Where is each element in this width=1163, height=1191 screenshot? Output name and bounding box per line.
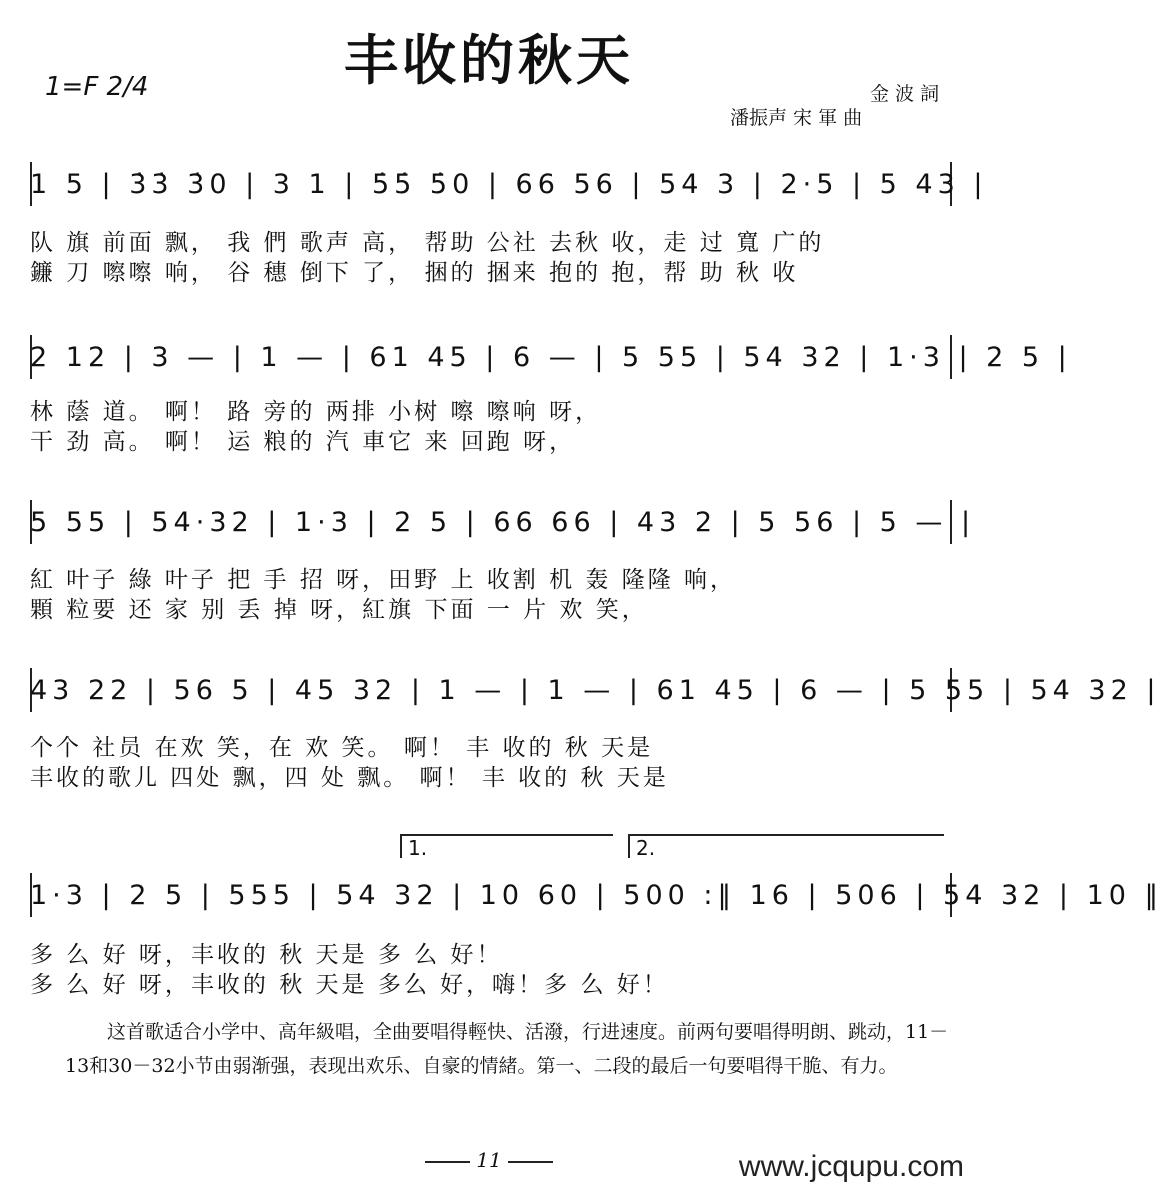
lyric-verse-2: 顆 粒要 还 家 别 丢 掉 呀，紅旗 下面 一 片 欢 笑， [30,597,648,623]
performance-note: 这首歌适合小学中、高年級唱，全曲要唱得輕快、活潑，行进速度。前两句要唱得明朗、跳动，11－13和30－32小节由弱渐强，表现出欢乐、自豪的情緒。第一、二段的最后一句要唱得干脆、有力。 [65,1021,949,1077]
notation-line-5: 1·3 | 2 5 | 555 | 54 32 | 10 60 | 500 :‖ 16 | 506 | 54 32 | 10 ‖ [30,880,1163,911]
notation-line-2: 2 12 | 3 — | 1 — | 61 45 | 6 — | 5 55 | 54 32 | 1·3 | 2 5 | [30,342,1072,373]
lyric-verse-1: 队 旗 前面 飘， 我 們 歌声 高， 帮助 公社 去秋 收，走 过 寬 广的 [30,230,825,256]
lyrics-block-1 [30,228,948,288]
lyric-verse-2: 多 么 好 呀，丰收的 秋 天是 多么 好，嗨！多 么 好！ [30,972,669,998]
credits [730,82,939,130]
notation-line-1: 1 5 | 3̇3̇ 3̇0 | 3 1 | 5̇5̇ 5̇0 | 66 56 | 54 3 | 2·5 | 5 43 | [30,169,988,200]
notation-line-3: 5 55 | 54·32 | 1·3 | 2 5 | 66 66 | 43 2 | 5 56 | 5 — | [30,507,976,538]
second-ending-bracket [628,834,944,858]
lyric-verse-1: 多 么 好 呀，丰收的 秋 天是 多 么 好！ [30,942,503,968]
lyric-verse-2: 鐮 刀 嚓嚓 响， 谷 穗 倒下 了， 捆的 捆来 抱的 抱，帮 助 秋 收 [30,260,799,286]
song-title: 丰收的秋天 [344,29,634,92]
lyric-verse-1: 紅 叶子 綠 叶子 把 手 招 呀，田野 上 收割 机 轰 隆隆 响， [30,567,737,593]
lyrics-block-4 [30,733,948,793]
lyric-verse-2: 干 劲 高。 啊！ 运 粮的 汽 車它 来 回跑 呀， [30,429,576,455]
watermark: www.jcqupu.com [738,1150,964,1183]
lyricist-credit: 金 波 詞 [870,83,940,105]
first-ending-bracket [400,834,613,858]
second-ending-label: 2. [636,836,656,860]
notation-line-4: 43 22 | 56 5 | 45 32 | 1 — | 1 — | 61 45 | 6 — | 5 55 | 54 32 | [30,675,1161,706]
lyric-verse-2: 丰收的歌儿 四处 飘，四 处 飘。 啊！ 丰 收的 秋 天是 [30,765,669,791]
lyrics-block-2 [30,397,948,457]
first-ending-label: 1. [408,836,428,860]
page-number: 11 [0,1148,978,1172]
lyric-verse-1: 个个 社员 在欢 笑，在 欢 笑。 啊！ 丰 收的 秋 天是 [30,735,654,761]
composer-credit: 潘振声 宋 軍 曲 [730,107,863,129]
key-signature: 1=F 2/4 [45,72,149,102]
lyrics-block-3 [30,565,948,625]
lyric-verse-1: 林 蔭 道。 啊！ 路 旁的 两排 小树 嚓 嚓响 呀， [30,399,602,425]
lyrics-block-5 [30,940,948,1000]
